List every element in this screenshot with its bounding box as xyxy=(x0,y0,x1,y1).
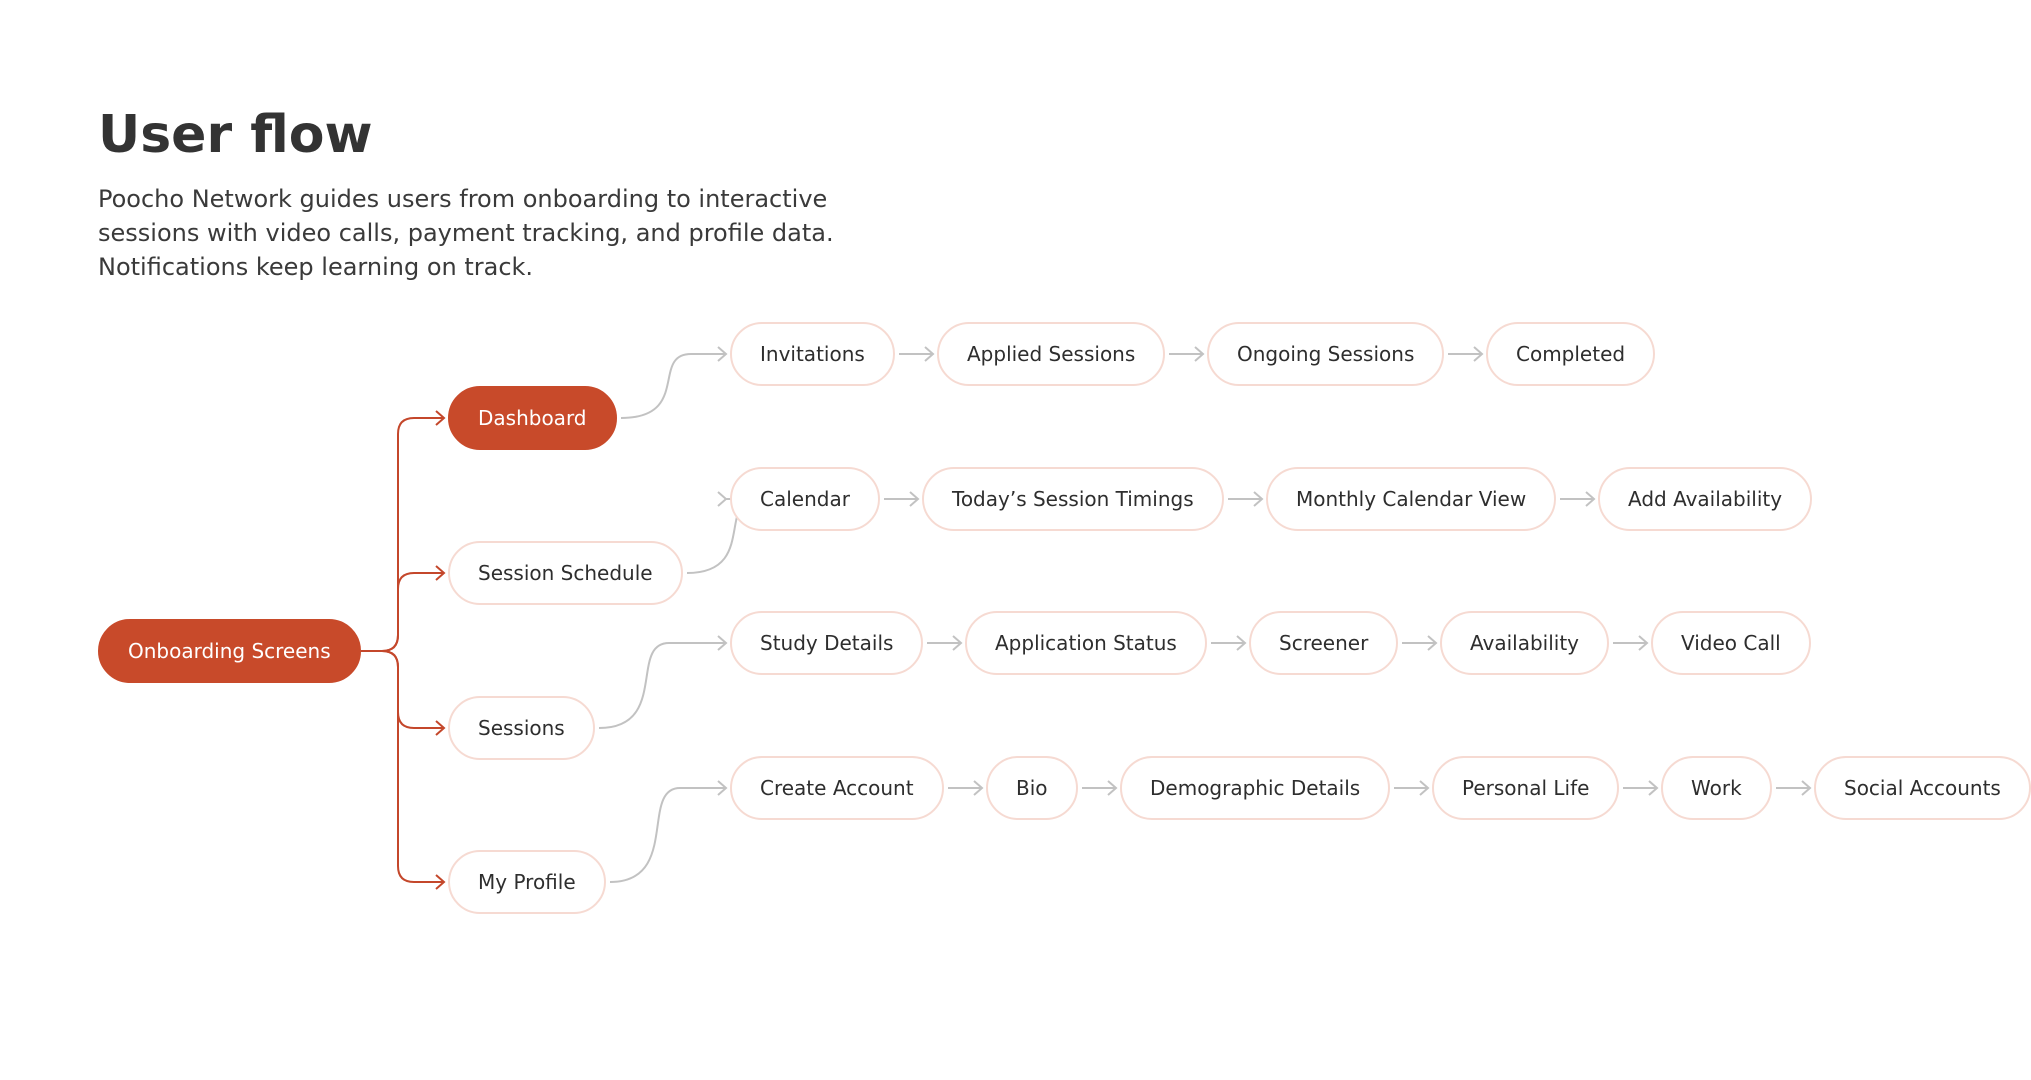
connector-branch-to-row xyxy=(610,788,726,882)
node-work[interactable]: Work xyxy=(1661,756,1772,820)
node-study-details[interactable]: Study Details xyxy=(730,611,923,675)
connector-branch-to-row xyxy=(621,354,726,418)
connector-branch-to-row xyxy=(599,643,726,728)
connector-root-to-branch xyxy=(361,573,444,651)
node-availability[interactable]: Availability xyxy=(1440,611,1609,675)
node-demographic-details[interactable]: Demographic Details xyxy=(1120,756,1390,820)
node-ongoing-sessions[interactable]: Ongoing Sessions xyxy=(1207,322,1444,386)
page-description: Poocho Network guides users from onboarding to interactive sessions with video calls, payment tracking, and profile data. Notifications keep learning on track. xyxy=(98,185,834,281)
node-bio[interactable]: Bio xyxy=(986,756,1078,820)
node-session-schedule[interactable]: Session Schedule xyxy=(448,541,683,605)
connector-root-to-branch xyxy=(361,651,444,728)
node-onboarding-screens[interactable]: Onboarding Screens xyxy=(98,619,361,683)
page-title: User flow xyxy=(98,105,373,165)
node-social-accounts[interactable]: Social Accounts xyxy=(1814,756,2031,820)
arrow-head xyxy=(718,492,726,506)
node-sessions[interactable]: Sessions xyxy=(448,696,595,760)
node-add-availability[interactable]: Add Availability xyxy=(1598,467,1812,531)
node-completed[interactable]: Completed xyxy=(1486,322,1655,386)
node-application-status[interactable]: Application Status xyxy=(965,611,1207,675)
node-calendar[interactable]: Calendar xyxy=(730,467,880,531)
connector-root-to-branch xyxy=(361,651,444,882)
node-dashboard[interactable]: Dashboard xyxy=(448,386,617,450)
node-todays-session-timings[interactable]: Today’s Session Timings xyxy=(922,467,1224,531)
node-create-account[interactable]: Create Account xyxy=(730,756,944,820)
node-video-call[interactable]: Video Call xyxy=(1651,611,1811,675)
connector-root-to-branch xyxy=(361,418,444,651)
node-applied-sessions[interactable]: Applied Sessions xyxy=(937,322,1165,386)
node-monthly-calendar-view[interactable]: Monthly Calendar View xyxy=(1266,467,1556,531)
node-screener[interactable]: Screener xyxy=(1249,611,1398,675)
node-personal-life[interactable]: Personal Life xyxy=(1432,756,1619,820)
node-my-profile[interactable]: My Profile xyxy=(448,850,606,914)
node-invitations[interactable]: Invitations xyxy=(730,322,895,386)
